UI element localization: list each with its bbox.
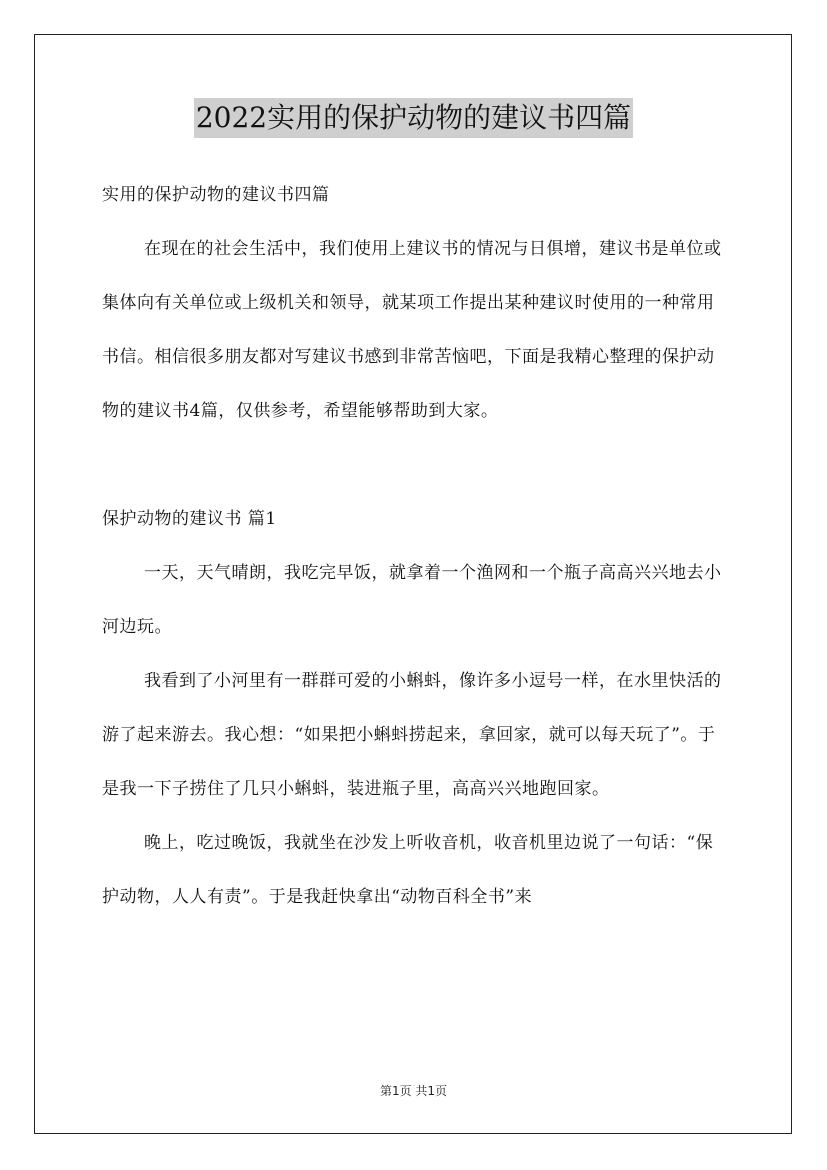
document-title xyxy=(0,98,827,138)
body-paragraph: 我看到了小河里有一群群可爱的小蝌蚪，像许多小逗号一样，在水里快活的游了起来游去。我心想：“如果把小蝌蚪捞起来，拿回家，就可以每天玩了”。于是我一下子捞住了几只小蝌蚪，装进瓶子里，高高兴兴地跑回家。 xyxy=(102,671,722,799)
body-paragraph: 晚上，吃过晚饭，我就坐在沙发上听收音机，收音机里边说了一句话：“保护动物，人人有责”。于是我赶快拿出“动物百科全书”来 xyxy=(102,833,714,907)
body-paragraph: 一天，天气晴朗，我吃完早饭，就拿着一个渔网和一个瓶子高高兴兴地去小河边玩。 xyxy=(102,563,722,637)
page-footer: 第1页 共1页 xyxy=(379,1084,448,1098)
section-heading: 保护动物的建议书 篇1 xyxy=(102,509,277,529)
document-subtitle: 实用的保护动物的建议书四篇 xyxy=(102,185,330,205)
document-body xyxy=(102,168,726,924)
document-title-text: 2022实用的保护动物的建议书四篇 xyxy=(194,98,633,138)
paragraph-gap xyxy=(102,438,726,492)
intro-paragraph: 在现在的社会生活中，我们使用上建议书的情况与日俱增，建议书是单位或集体向有关单位或上级机关和领导，就某项工作提出某种建议时使用的一种常用书信。相信很多朋友都对写建议书感到非常苦恼吧，下面是我精心整理的保护动物的建议书4篇，仅供参考，希望能够帮助到大家。 xyxy=(102,239,722,421)
